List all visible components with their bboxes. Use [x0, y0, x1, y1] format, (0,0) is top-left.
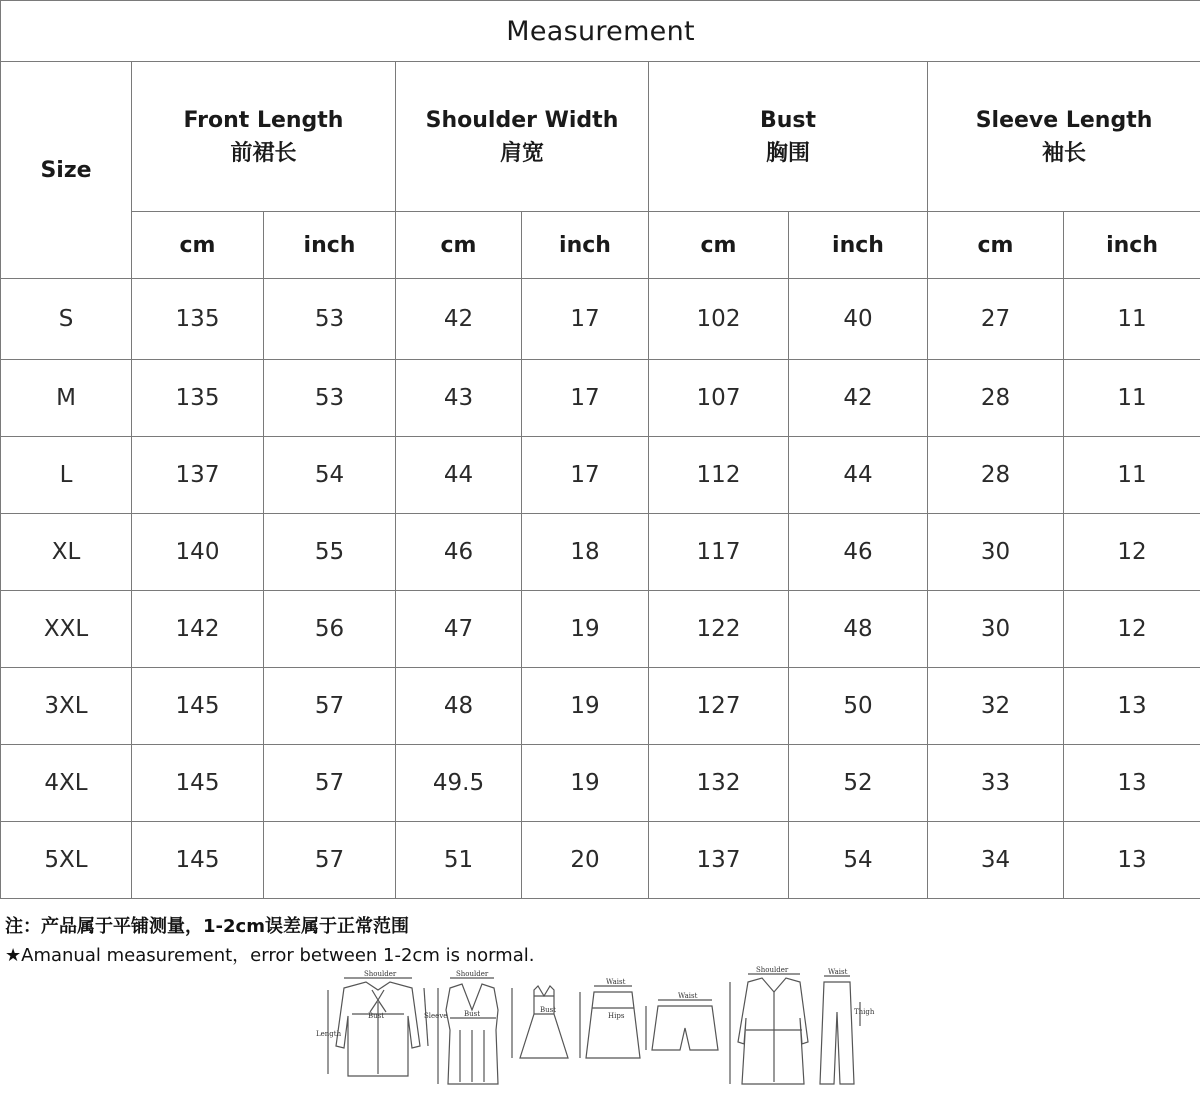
- trench-coat-diagram: [730, 974, 808, 1084]
- unit-inch-header: inch: [1064, 212, 1200, 279]
- table-row: [1, 822, 1200, 899]
- note-chinese: 注：产品属于平铺测量，1-2cm误差属于正常范围: [5, 916, 409, 937]
- sleeve-length-inch: 13: [1064, 822, 1200, 899]
- size-cell: M: [1, 360, 132, 437]
- shoulder-width-cm: 44: [396, 437, 522, 514]
- front-length-inch: 55: [264, 514, 396, 591]
- bust-cm: 112: [649, 437, 789, 514]
- bust-label-en: Bust: [759, 107, 817, 133]
- shoulder-width-cm: 47: [396, 591, 522, 668]
- size-cell: 5XL: [1, 822, 132, 899]
- bust-cm: 132: [649, 745, 789, 822]
- size-cell: XL: [1, 514, 132, 591]
- sleeve-length-inch: 13: [1064, 668, 1200, 745]
- front-length-inch: 53: [264, 279, 396, 360]
- table-row: [1, 591, 1200, 668]
- sleeve-length-inch: 12: [1064, 514, 1200, 591]
- front-length-cm: 135: [132, 360, 264, 437]
- front-length-label-en: Front Length: [183, 107, 344, 133]
- sleeve-length-cm: 28: [928, 360, 1064, 437]
- shoulder-width-inch: 20: [522, 822, 649, 899]
- sleeve-length-cm: 27: [928, 279, 1064, 360]
- garment-diagrams-svg: [316, 966, 876, 1096]
- front-length-inch: 53: [264, 360, 396, 437]
- sleeve-length-cm: 34: [928, 822, 1064, 899]
- sleeve-length-cm: 33: [928, 745, 1064, 822]
- length-label: Length: [316, 1030, 342, 1038]
- thigh-label: Thigh: [854, 1008, 875, 1016]
- sleeve-length-inch: 11: [1064, 437, 1200, 514]
- shoulder-width-inch: 18: [522, 514, 649, 591]
- shoulder-width-inch: 19: [522, 668, 649, 745]
- unit-inch-header: inch: [789, 212, 928, 279]
- bust-cm: 127: [649, 668, 789, 745]
- front-length-label-zh: 前裙长: [230, 140, 297, 166]
- blouse-diagram: [328, 978, 428, 1076]
- unit-cm-header: cm: [649, 212, 789, 279]
- bust-inch: 44: [789, 437, 928, 514]
- shoulder-width-inch: 19: [522, 745, 649, 822]
- table-row: [1, 360, 1200, 437]
- size-cell: 3XL: [1, 668, 132, 745]
- trousers-diagram: [820, 976, 860, 1084]
- bust-label-zh: 胸围: [765, 140, 810, 166]
- shoulder-width-cm: 51: [396, 822, 522, 899]
- note-english: ★Amanual measurement，error between 1-2cm is normal.: [5, 945, 535, 966]
- sleeve-length-label-en: Sleeve Length: [975, 107, 1153, 133]
- table-row: [1, 514, 1200, 591]
- shorts-diagram: [646, 1000, 718, 1050]
- bust-inch: 40: [789, 279, 928, 360]
- table-row: [1, 279, 1200, 360]
- bust-inch: 52: [789, 745, 928, 822]
- shoulder-width-cm: 43: [396, 360, 522, 437]
- front-length-cm: 137: [132, 437, 264, 514]
- unit-inch-header: inch: [264, 212, 396, 279]
- shoulder-width-inch: 19: [522, 591, 649, 668]
- bust-cm: 137: [649, 822, 789, 899]
- garment-measurement-diagrams: [316, 966, 876, 1096]
- front-length-cm: 145: [132, 822, 264, 899]
- size-cell: XXL: [1, 591, 132, 668]
- shoulder-width-cm: 48: [396, 668, 522, 745]
- waist-label: Waist: [606, 978, 626, 986]
- measurement-notes: [5, 912, 534, 970]
- front-length-inch: 57: [264, 745, 396, 822]
- size-cell: L: [1, 437, 132, 514]
- hips-label: Hips: [608, 1012, 625, 1020]
- sleeve-length-inch: 11: [1064, 360, 1200, 437]
- table-title: Measurement: [1, 1, 1200, 62]
- shoulder-label-3: Shoulder: [756, 966, 789, 974]
- shoulder-width-header: [396, 62, 649, 212]
- waist-label-2: Waist: [678, 992, 698, 1000]
- front-length-inch: 54: [264, 437, 396, 514]
- size-rows: [1, 279, 1200, 899]
- unit-cm-header: cm: [396, 212, 522, 279]
- bust-cm: 102: [649, 279, 789, 360]
- shoulder-width-inch: 17: [522, 360, 649, 437]
- bust-inch: 50: [789, 668, 928, 745]
- shoulder-width-inch: 17: [522, 279, 649, 360]
- table-row: [1, 745, 1200, 822]
- sleeve-length-inch: 11: [1064, 279, 1200, 360]
- bust-header: [649, 62, 928, 212]
- front-length-cm: 142: [132, 591, 264, 668]
- sleeve-length-cm: 30: [928, 591, 1064, 668]
- size-cell: 4XL: [1, 745, 132, 822]
- table-row: [1, 437, 1200, 514]
- front-length-cm: 145: [132, 745, 264, 822]
- shoulder-label: Shoulder: [364, 970, 397, 978]
- shoulder-width-cm: 46: [396, 514, 522, 591]
- bust-cm: 122: [649, 591, 789, 668]
- table-row: [1, 668, 1200, 745]
- bust-inch: 54: [789, 822, 928, 899]
- sleeve-length-cm: 28: [928, 437, 1064, 514]
- shoulder-width-cm: 49.5: [396, 745, 522, 822]
- front-length-cm: 135: [132, 279, 264, 360]
- skirt-diagram: [580, 986, 640, 1058]
- bust-inch: 42: [789, 360, 928, 437]
- front-length-header: [132, 62, 396, 212]
- sleeve-length-cm: 32: [928, 668, 1064, 745]
- unit-cm-header: cm: [928, 212, 1064, 279]
- bust-cm: 117: [649, 514, 789, 591]
- bust-cm: 107: [649, 360, 789, 437]
- tank-top-diagram: [438, 978, 498, 1084]
- waist-label-3: Waist: [828, 968, 848, 976]
- shoulder-width-cm: 42: [396, 279, 522, 360]
- bust-label-3: Bust: [540, 1006, 557, 1014]
- bust-inch: 46: [789, 514, 928, 591]
- front-length-cm: 145: [132, 668, 264, 745]
- shoulder-width-label-en: Shoulder Width: [425, 107, 619, 133]
- sleeve-length-inch: 12: [1064, 591, 1200, 668]
- dress-diagram: [512, 986, 568, 1058]
- unit-cm-header: cm: [132, 212, 264, 279]
- sleeve-length-label-zh: 袖长: [1042, 140, 1087, 166]
- front-length-inch: 57: [264, 822, 396, 899]
- bust-label: Bust: [368, 1012, 385, 1020]
- size-cell: S: [1, 279, 132, 360]
- shoulder-width-label-zh: 肩宽: [499, 140, 544, 166]
- sleeve-length-cm: 30: [928, 514, 1064, 591]
- bust-label-2: Bust: [464, 1010, 481, 1018]
- sleeve-length-inch: 13: [1064, 745, 1200, 822]
- front-length-cm: 140: [132, 514, 264, 591]
- shoulder-width-inch: 17: [522, 437, 649, 514]
- unit-inch-header: inch: [522, 212, 649, 279]
- bust-inch: 48: [789, 591, 928, 668]
- shoulder-label-2: Shoulder: [456, 970, 489, 978]
- sleeve-length-header: [928, 62, 1200, 212]
- front-length-inch: 57: [264, 668, 396, 745]
- size-column-header: Size: [1, 62, 132, 279]
- front-length-inch: 56: [264, 591, 396, 668]
- sleeve-label: Sleeve: [424, 1012, 448, 1020]
